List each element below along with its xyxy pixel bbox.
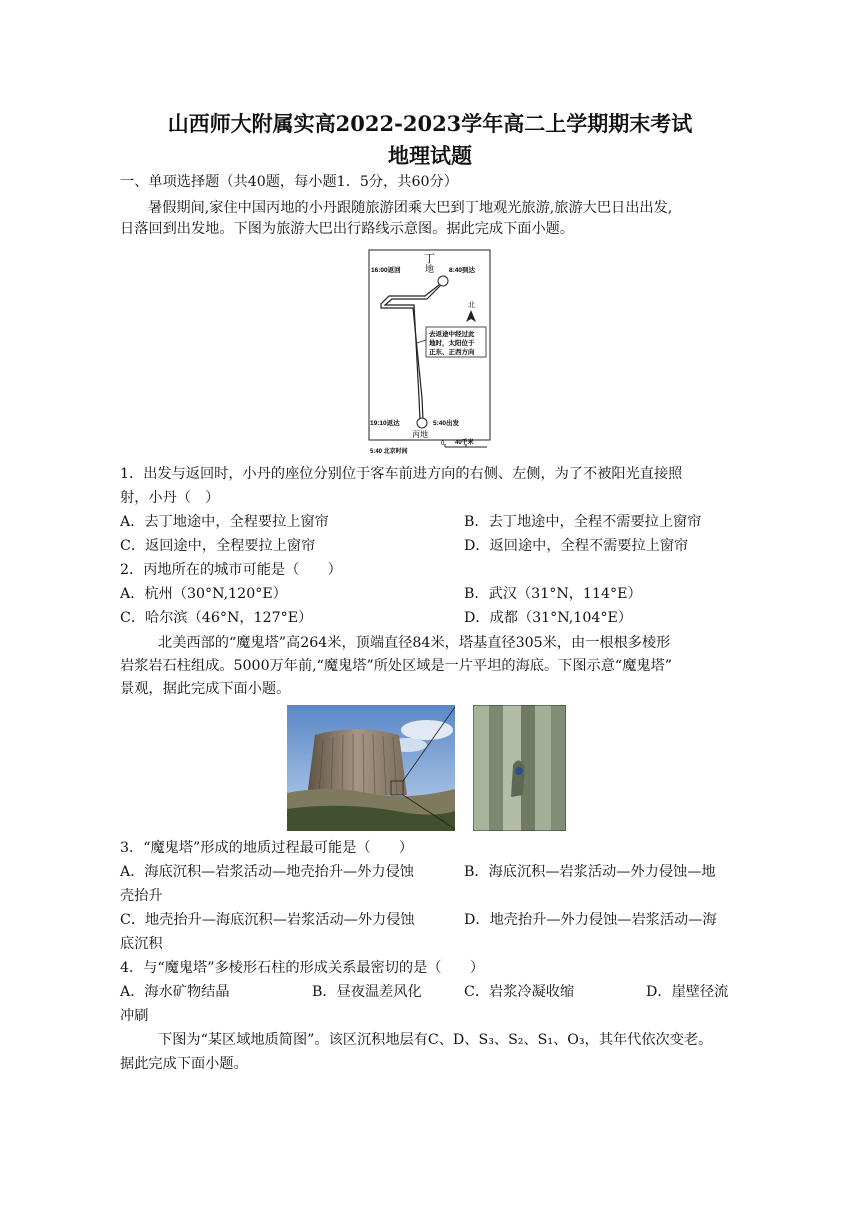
question-3-option-d-line-2: 底沉积: [120, 936, 163, 952]
passage-1-line-2: 日落回到出发地。下图为旅游大巴出行路线示意图。据此完成下面小题。: [120, 221, 575, 237]
question-1-stem-line-1: 1．出发与返回时，小丹的座位分别位于客车前进方向的右侧、左侧，为了不被阳光直接照: [120, 466, 683, 482]
ding-point: [438, 276, 448, 286]
north-arrow-icon: [466, 310, 476, 322]
question-3-option-b-line-1: B．海底沉积—岩浆活动—外力侵蚀—地: [464, 864, 716, 880]
map-label-arrive-ding: 8:40到达: [449, 267, 476, 274]
question-1-option-c: C．返回途中，全程要拉上窗帘: [120, 538, 316, 554]
question-3-stem: 3．“魔鬼塔”形成的地质过程最可能是（ ）: [120, 840, 414, 856]
passage-2-line-3: 景观，据此完成下面小题。: [120, 681, 291, 697]
question-1-stem-line-2: 射，小丹（ ）: [120, 490, 220, 506]
question-2-option-c: C．哈尔滨（46°N，127°E）: [120, 610, 313, 626]
scale-zero: 0: [441, 441, 445, 447]
question-4-option-a: A．海水矿物结晶: [120, 984, 230, 1000]
devils-tower-photo: [287, 705, 455, 831]
question-1-option-a: A．去丁地途中，全程要拉上窗帘: [120, 514, 329, 530]
map-label-return-bing: 19:10返达: [370, 420, 400, 427]
map-label-ding-top: 丁: [424, 253, 435, 265]
question-4-option-d-line-1: D．崖壁径流: [646, 984, 729, 1000]
map-label-depart-bing: 5:40出发: [433, 420, 460, 427]
bing-point: [417, 418, 427, 428]
question-2-option-b: B．武汉（31°N，114°E）: [464, 586, 642, 602]
question-4-option-c: C．岩浆冷凝收缩: [464, 984, 575, 1000]
section-heading: 一、单项选择题（共40题，每小题1．5分，共60分）: [120, 174, 458, 190]
question-4-stem: 4．与“魔鬼塔”多棱形石柱的形成关系最密切的是（ ）: [120, 960, 485, 976]
passage-3-line-1: 下图为“某区域地质简图”。该区沉积地层有C、D、S₃、S₂、S₁、O₃，其年代依次变老。: [158, 1032, 713, 1048]
bus-route-map: [367, 248, 492, 456]
map-label-return-ding: 16:00返回: [371, 267, 401, 274]
note-pointer: [417, 340, 426, 343]
question-4-option-d-line-2: 冲刷: [120, 1008, 149, 1024]
note-line-3: 正东、正西方向: [429, 349, 475, 356]
question-3-option-b-line-2: 壳抬升: [120, 888, 163, 904]
question-3-option-c: C．地壳抬升—海底沉积—岩浆活动—外力侵蚀: [120, 912, 415, 928]
passage-3-line-2: 据此完成下面小题。: [120, 1056, 248, 1072]
question-2-option-a: A．杭州（30°N,120°E）: [120, 586, 287, 602]
question-4-option-b: B．昼夜温差风化: [312, 984, 422, 1000]
map-label-ding-bottom: 地: [425, 264, 435, 274]
question-1-option-b: B．去丁地途中，全程不需要拉上窗帘: [464, 514, 702, 530]
passage-1-line-1: 暑假期间,家住中国丙地的小丹跟随旅游团乘大巴到丁地观光旅游,旅游大巴日出出发,: [148, 200, 673, 216]
beijing-time-label: 5:40 北京时间: [370, 449, 408, 455]
question-3-option-d-line-1: D．地壳抬升—外力侵蚀—岩浆活动—海: [464, 912, 717, 928]
passage-2-line-1: 北美西部的“魔鬼塔”高264米，顶端直径84米，塔基直径305米，由一根根多棱形: [158, 635, 671, 651]
north-label: 北: [468, 302, 475, 309]
exam-subtitle: 地理试题: [388, 143, 472, 168]
map-label-bing: 丙地: [412, 430, 428, 439]
note-line-1: 去返途中经过此: [429, 331, 475, 338]
exam-title: 山西师大附属实高2022-2023学年高二上学期期末考试: [167, 111, 693, 136]
note-line-2: 地时，太阳位于: [429, 340, 475, 347]
question-3-option-a: A．海底沉积—岩浆活动—地壳抬升—外力侵蚀: [120, 864, 414, 880]
rock-column-closeup-photo: [473, 705, 566, 831]
question-2-stem: 2．丙地所在的城市可能是（ ）: [120, 562, 342, 578]
question-1-option-d: D．返回途中，全程不需要拉上窗帘: [464, 538, 689, 554]
passage-2-line-2: 岩浆岩石柱组成。5000万年前,“魔鬼塔”所处区域是一片平坦的海底。下图示意“魔鬼塔”: [120, 658, 673, 674]
scale-label: 40千米: [455, 440, 474, 446]
question-2-option-d: D．成都（31°N,104°E）: [464, 610, 633, 626]
